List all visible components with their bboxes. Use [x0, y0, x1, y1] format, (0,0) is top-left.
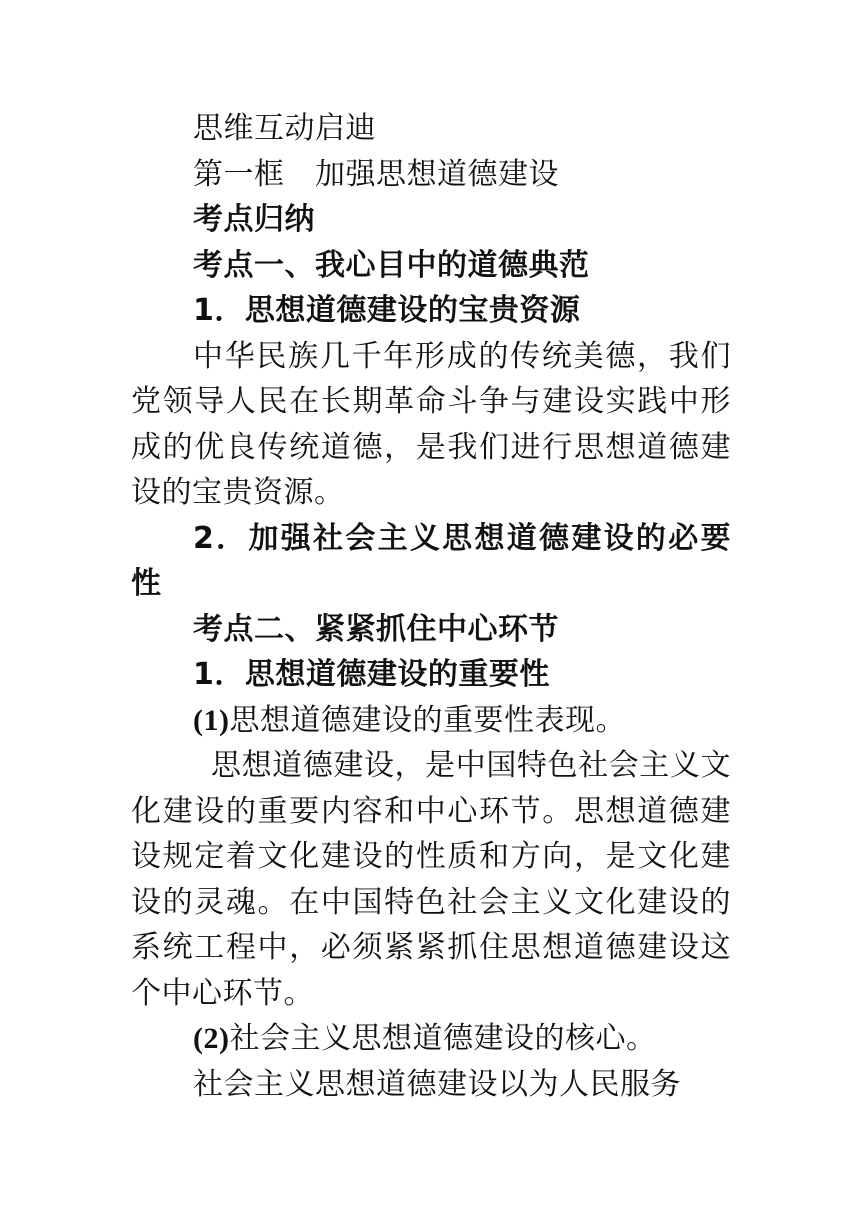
summary-heading: 考点归纳	[193, 202, 315, 237]
point2-item1-title-line	[131, 698, 731, 744]
point1-sub1-heading: 1．思想道德建设的宝贵资源	[193, 293, 581, 328]
point2-item2-title: 社会主义思想道德建设的核心。	[229, 1021, 657, 1056]
document-header: 思维互动启迪	[193, 111, 376, 146]
point1-sub1-body: 中华民族几千年形成的传统美德，我们党领导人民在长期革命斗争与建设实践中形成的优良传统道德，是我们进行思想道德建设的宝贵资源。	[131, 338, 731, 510]
section-title: 第一框 加强思想道德建设	[193, 156, 559, 192]
point2-item1-title: 思想道德建设的重要性表现。	[229, 702, 626, 738]
document-page	[131, 106, 731, 1107]
point2-item2-label: (2)	[193, 1022, 230, 1055]
point2-item2-body: 社会主义思想道德建设以为人民服务	[193, 1066, 681, 1102]
point2-sub1-heading: 1．思想道德建设的重要性	[193, 657, 550, 692]
point2-item2-title-line	[131, 1016, 731, 1062]
point2-heading: 考点二、紧紧抓住中心环节	[193, 611, 559, 647]
point1-sub2-heading: 2．加强社会主义思想道德建设的必要性	[131, 520, 731, 601]
point1-heading: 考点一、我心目中的道德典范	[193, 247, 590, 283]
point2-item1-body: 思想道德建设，是中国特色社会主义文化建设的重要内容和中心环节。思想道德建设规定着文化建设的性质和方向，是文化建设的灵魂。在中国特色社会主义文化建设的系统工程中，必须紧紧抓住思想道德建设这个中心环节。	[131, 748, 731, 1011]
point2-item1-label: (1)	[193, 703, 230, 737]
